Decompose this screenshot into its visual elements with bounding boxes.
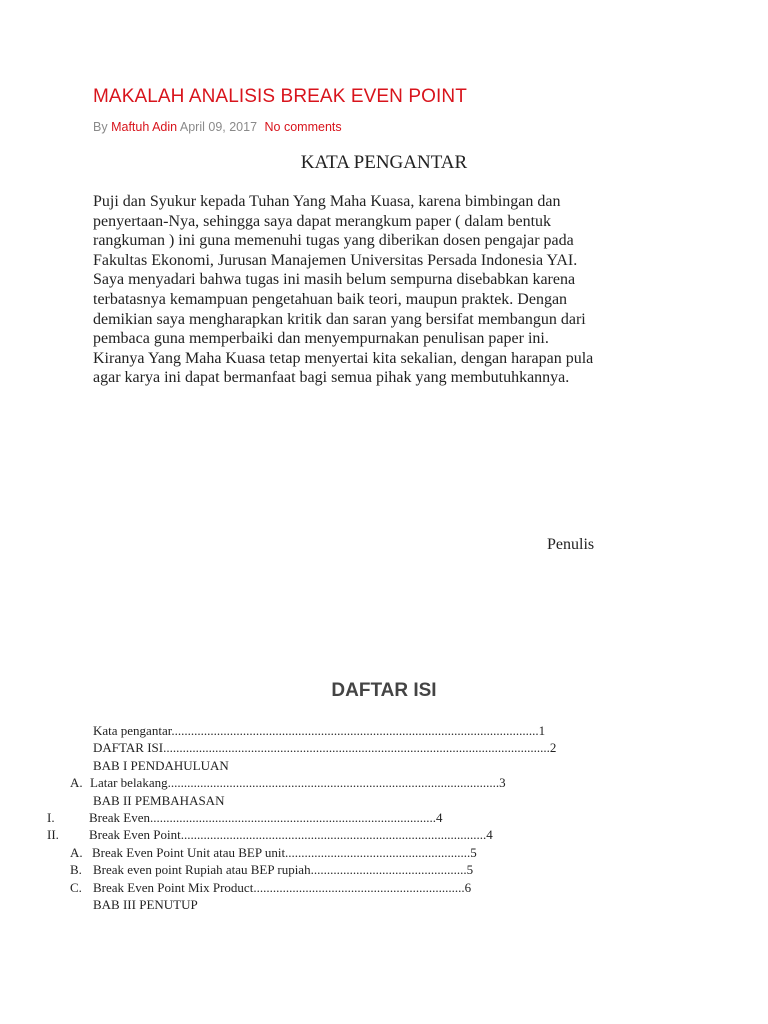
toc-entry-bep-mix-product [0,879,768,896]
toc-entry-bab-3 [0,896,768,913]
body-line: Saya menyadari bahwa tugas ini masih belum sempurna disebabkan karena [93,271,576,289]
toc-text: DAFTAR ISI.......................................................................................................................2 [93,740,557,756]
byline-prefix: By [93,120,108,134]
post-title[interactable]: MAKALAH ANALISIS BREAK EVEN POINT [93,86,467,107]
toc-text: Kata pengantar.................................................................................................................1 [93,723,546,738]
toc-text: Break Even........................................................................................4 [89,809,443,825]
toc-number: II. [47,827,59,843]
toc-number: A. [70,844,83,860]
toc-entry-daftar-isi [0,739,768,756]
toc-text: Break Even Point Unit atau BEP unit.........................................................5 [92,844,477,860]
body-line: penyertaan-Nya, sehingga saya dapat merangkum paper ( dalam bentuk [93,212,552,230]
body-line: Kiranya Yang Maha Kuasa tetap menyertai kita sekalian, dengan harapan pula [93,349,594,367]
author-link[interactable]: Maftuh Adin [111,120,178,134]
comments-link[interactable]: No comments [264,120,342,134]
kata-pengantar-heading: KATA PENGANTAR [300,152,468,173]
table-of-contents [0,722,768,913]
toc-text: BAB III PENUTUP [93,896,198,912]
signature-penulis: Penulis [547,536,595,553]
toc-text: Break Even Point..............................................................................................4 [89,827,493,843]
toc-entry-break-even-point [0,826,768,843]
post-date[interactable]: April 09, 2017 [179,120,258,134]
toc-text: Break Even Point Mix Product.................................................................6 [93,879,472,895]
body-line: terbatasnya kemampuan pengetahuan baik teori, maupun praktek. Dengan [93,290,568,308]
body-line: pembaca guna memperbaiki dan menyempurnakan penulisan paper ini. [93,330,549,348]
toc-entry-kata-pengantar [0,722,768,739]
toc-entry-bab-2 [0,792,768,809]
toc-text: BAB I PENDAHULUAN [93,757,229,773]
toc-entry-latar-belakang [0,774,768,791]
daftar-isi-heading: DAFTAR ISI [331,680,437,701]
body-line: rangkuman ) ini guna memenuhi tugas yang diberikan dosen pengajar pada [93,232,574,250]
toc-text: Break even point Rupiah atau BEP rupiah................................................5 [93,862,474,878]
body-line: demikian saya mengharapkan kritik dan saran yang bersifat membangun dari [93,310,586,328]
toc-number: C. [70,879,82,895]
body-line: agar karya ini dapat bermanfaat bagi semua pihak yang membutuhkannya. [93,369,570,387]
toc-entry-break-even [0,809,768,826]
toc-number: I. [47,809,55,825]
toc-entry-bep-rupiah [0,861,768,878]
toc-entry-bab-1 [0,757,768,774]
post-byline [93,120,342,134]
toc-text: BAB II PEMBAHASAN [93,792,225,808]
toc-number: B. [70,862,82,878]
toc-text: Latar belakang......................................................................................................3 [90,775,506,791]
toc-entry-bep-unit [0,844,768,861]
body-line: Fakultas Ekonomi, Jurusan Manajemen Universitas Persada Indonesia YAI. [93,251,578,269]
kata-pengantar-body [93,192,693,388]
toc-number: A. [70,775,83,791]
body-line: Puji dan Syukur kepada Tuhan Yang Maha Kuasa, karena bimbingan dan [93,193,561,210]
